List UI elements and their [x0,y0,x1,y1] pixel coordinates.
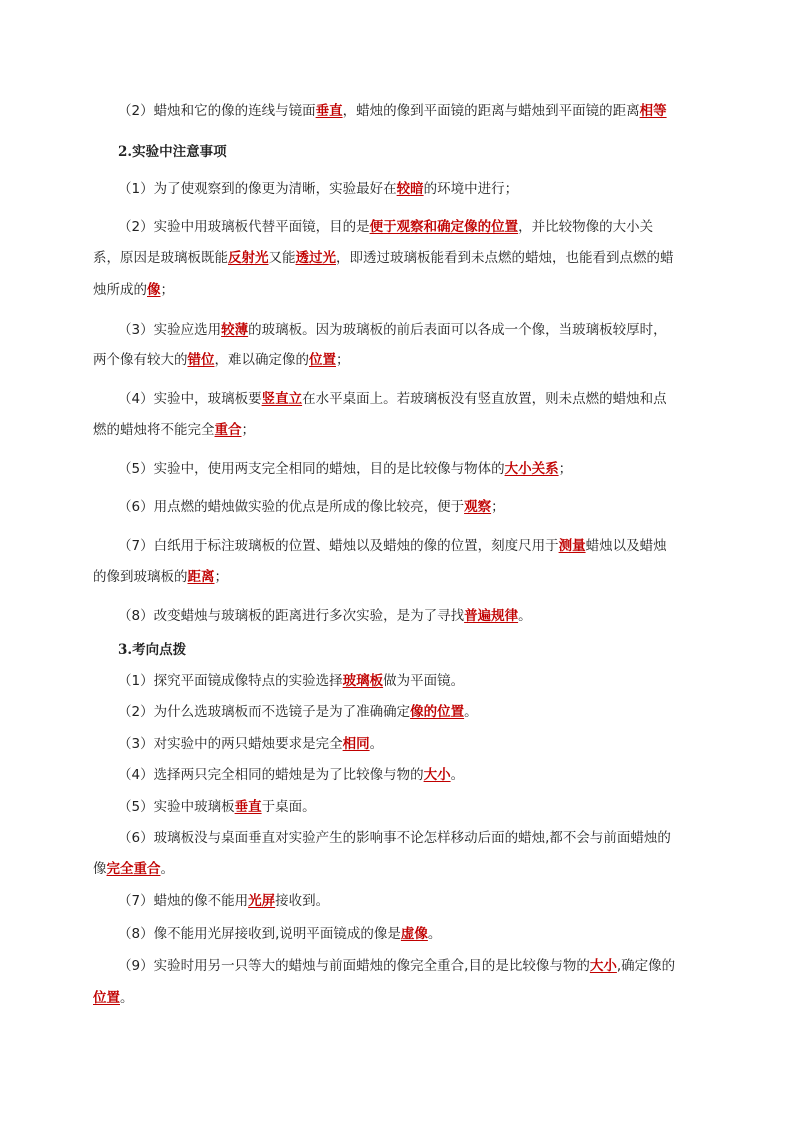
body-text: 系，原因是玻璃板既能 [93,250,228,266]
answer-text: 普遍规律 [464,608,519,624]
body-text: （2）蜡烛和它的像的连线与镜面 [118,103,316,119]
answer-text: 较暗 [396,181,424,197]
section-3-heading [118,642,186,658]
line-3-5 [118,799,316,815]
body-text: （7）蜡烛的像不能用 [118,893,249,909]
body-text: ； [241,422,255,438]
body-text: 两个像有较大的 [93,352,188,368]
body-text: （8）像不能用光屏接收到,说明平面镜成的像是 [118,926,401,942]
line-3-2 [118,704,478,720]
line-2-7-a [118,538,667,554]
body-text: ，蜡烛的像到平面镜的距离与蜡烛到平面镜的距离 [342,103,640,119]
body-text: ； [491,499,505,515]
answer-text: 反射光 [228,250,269,266]
body-text: （4）实验中，玻璃板要 [118,391,262,407]
line-2-7-b [93,569,228,585]
body-text: ，即透过玻璃板能看到未点燃的蜡烛，也能看到点燃的蜡 [336,250,674,266]
line-2-1 [118,181,518,197]
answer-text: 大小关系 [504,461,559,477]
body-text: （8）改变蜡烛与玻璃板的距离进行多次实验，是为了寻找 [118,608,465,624]
answer-text: 垂直 [234,799,262,815]
body-text: 。 [369,736,384,752]
answer-text: 较薄 [221,322,249,338]
answer-text: 测量 [558,538,586,554]
body-text: ； [160,282,174,298]
answer-text: 相等 [639,103,667,119]
body-text: （3）对实验中的两只蜡烛要求是完全 [118,736,343,752]
body-text: 的环境中进行； [423,181,519,197]
body-text: （4）选择两只完全相同的蜡烛是为了比较像与物的 [118,767,424,783]
body-text: 。 [120,990,134,1006]
answer-text: 位置 [309,352,336,368]
body-text: ； [558,461,573,477]
answer-text: 重合 [214,422,242,438]
line-2-5 [118,461,572,477]
line-3-9-b [93,990,134,1006]
body-text: 。 [427,926,442,942]
body-text: 又能 [268,250,296,266]
answer-text: 距离 [187,569,215,585]
answer-text: 完全重合 [106,861,161,877]
line-2-4-b [93,422,255,438]
answer-text: 错位 [187,352,215,368]
answer-text: 便于观察和确定像的位置 [369,219,519,235]
line-2-6 [118,499,505,515]
section-2-heading [118,144,227,160]
answer-text: 大小 [589,958,617,974]
body-text: 接收到。 [275,893,330,909]
body-text: 的像到玻璃板的 [93,569,188,585]
body-text: ，并比较物像的大小关 [518,219,654,235]
body-text: 烛所成的 [93,282,147,298]
answer-text: 虚像 [400,926,428,942]
body-text: 。 [518,608,532,624]
body-text: （1）探究平面镜成像特点的实验选择 [118,673,343,689]
body-text: ； [214,569,228,585]
body-text: （2）为什么选玻璃板而不选镜子是为了准确确定 [118,704,411,720]
body-text: 2.实验中注意事项 [118,144,227,160]
answer-text: 竖直立 [261,391,303,407]
answer-text: 大小 [423,767,451,783]
body-text: 3.考向点拨 [118,642,187,658]
body-text: （1）为了使观察到的像更为清晰，实验最好在 [118,181,397,197]
answer-text: 透过光 [295,250,336,266]
body-text: （5）实验中，使用两支完全相同的蜡烛，目的是比较像与物体的 [118,461,505,477]
line-2-4-a [118,391,667,407]
answer-text: 玻璃板 [342,673,384,689]
body-text: ； [336,352,350,368]
line-3-6-b [93,861,174,877]
answer-text: 位置 [93,990,120,1006]
body-text: （9）实验时用另一只等大的蜡烛与前面蜡烛的像完全重合,目的是比较像与物的 [118,958,590,974]
body-text: 燃的蜡烛将不能完全 [93,422,215,438]
body-text: 像 [93,861,107,877]
body-text: （6）玻璃板没与桌面垂直对实验产生的影响事不论怎样移动后面的蜡烛,都不会与前面蜡烛的 [118,830,671,846]
body-text: （7）白纸用于标注玻璃板的位置、蜡烛以及蜡烛的像的位置，刻度尺用于 [118,538,559,554]
line-3-4 [118,767,464,783]
line-2-2-c [93,282,174,298]
line-3-6-a [118,830,671,846]
answer-text: 垂直 [315,103,343,119]
body-text: 蜡烛以及蜡烛 [585,538,667,554]
answer-text: 相同 [342,736,370,752]
line-2-3-b [93,352,350,368]
line-3-3 [118,736,383,752]
line-1-2-a [118,103,667,119]
body-text: 。 [160,861,174,877]
body-text: 。 [450,767,465,783]
line-2-8 [118,608,532,624]
body-text: （2）实验中用玻璃板代替平面镜，目的是 [118,219,370,235]
body-text: 。 [464,704,478,720]
body-text: ,确定像的 [616,958,676,974]
body-text: 于桌面。 [261,799,316,815]
line-2-2-b [93,250,674,266]
answer-text: 观察 [464,499,492,515]
answer-text: 光屏 [248,893,276,909]
answer-text: 像 [147,282,161,298]
line-3-7 [118,893,329,909]
body-text: （3）实验应选用 [118,322,222,338]
line-3-8 [118,926,441,942]
body-text: 做为平面镜。 [383,673,465,689]
line-3-1 [118,673,464,689]
body-text: （6）用点燃的蜡烛做实验的优点是所成的像比较亮，便于 [118,499,465,515]
body-text: 的玻璃板。因为玻璃板的前后表面可以各成一个像，当玻璃板较厚时， [248,322,667,338]
line-3-9-a [118,958,675,974]
line-2-2-a [118,219,653,235]
answer-text: 像的位置 [410,704,465,720]
body-text: ，难以确定像的 [214,352,309,368]
line-2-3-a [118,322,667,338]
body-text: 在水平桌面上。若玻璃板没有竖直放置，则未点燃的蜡烛和点 [302,391,667,407]
body-text: （5）实验中玻璃板 [118,799,235,815]
